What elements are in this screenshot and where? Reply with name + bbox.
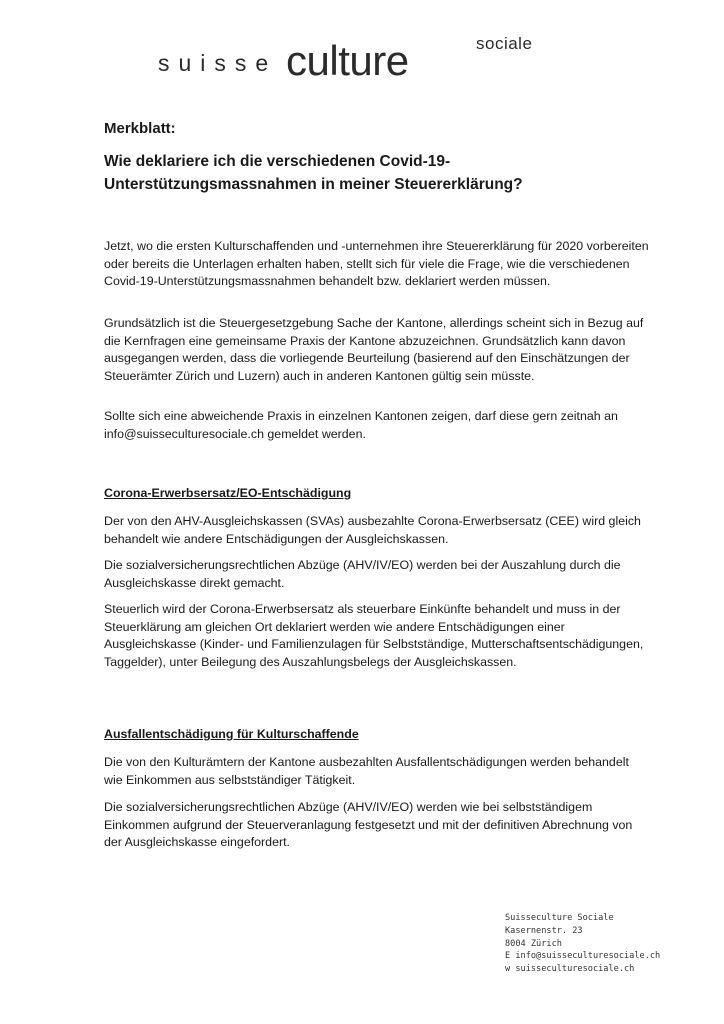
intro-paragraph-3: Sollte sich eine abweichende Praxis in einzelnen Kantonen zeigen, darf diese gern zeitnah an info@suisseculturesociale.ch gemeldet werden. [104, 409, 618, 441]
intro-paragraph-1: Jetzt, wo die ersten Kulturschaffenden und -unternehmen ihre Steuererklärung für 2020 vorbereiten oder bereits die Unterlagen erhalten haben, stellt sich für viele die Frage, wie die verschiedenen Covid-19-Unterstützungsmassnahmen behandelt bzw. deklariert werden müssen. [104, 239, 649, 288]
section-heading-ausfallentschaedigung: Ausfallentschädigung für Kulturschaffende [104, 727, 359, 741]
section-2-paragraph-1: Die von den Kulturämtern der Kantone ausbezahlten Ausfallentschädigungen werden behandelt wie Einkommen aus selbstständiger Tätigkeit. [104, 755, 629, 787]
section-1-paragraph-2: Die sozialversicherungsrechtlichen Abzüge (AHV/IV/EO) werden bei der Auszahlung durch die Ausgleichskasse direkt gemacht. [104, 558, 621, 590]
section-1-paragraph-1: Der von den AHV-Ausgleichskassen (SVAs) ausbezahlte Corona-Erwerbsersatz (CEE) wird gleich behandelt wie andere Entschädigungen der Ausgleichskassen. [104, 514, 641, 546]
logo-sociale-text: sociale [476, 34, 533, 53]
section-1-paragraph-3: Steuerlich wird der Corona-Erwerbsersatz als steuerbare Einkünfte behandelt und muss in der Steuerklärung am gleichen Ort deklariert werden wie andere Entschädigungen einer Ausgleichskasse (Kinder- und Familienzulagen für Selbstständige, Mutterschaftsentschädigungen, Taggelder), unter Beilegung des Auszahlungsbelegs der Ausgleichskassen. [104, 602, 644, 669]
footer-org: Suisseculture Sociale [505, 913, 614, 923]
footer-web[interactable]: w suisseculturesociale.ch [505, 964, 635, 975]
section-2-paragraph-2: Die sozialversicherungsrechtlichen Abzüge (AHV/IV/EO) werden wie bei selbstständigem Einkommen aufgrund der Steuerveranlagung festgesetzt und mit der definitiven Abrechnung von der Ausgleichskasse eingefordert. [104, 800, 633, 849]
logo-suisse-text: suisse [158, 50, 278, 76]
section-heading-corona-erwerbsersatz: Corona-Erwerbsersatz/EO-Entschädigung [104, 486, 352, 500]
document-label: Merkblatt: [104, 120, 176, 137]
footer-street: Kasernenstr. 23 [505, 925, 583, 936]
footer-city: 8004 Zürich [505, 938, 562, 949]
intro-paragraph-2: Grundsätzlich ist die Steuergesetzgebung Sache der Kantone, allerdings scheint sich in Bezug auf die Kernfragen eine gemeinsame Praxis der Kantone abzuzeichnen. Grundsätzlich kann davon ausgegangen werden, dass die vorliegende Beurteilung (basierend auf den Einschätzungen der Steuerämter Zürich und Luzern) auch in anderen Kantonen gültig sein müsste. [104, 316, 644, 383]
logo-culture-text: culture [286, 37, 409, 84]
footer-address [505, 912, 660, 976]
footer-email[interactable]: E info@suisseculturesociale.ch [505, 951, 661, 962]
document-title: Wie deklariere ich die verschiedenen Covid-19-Unterstützungsmassnahmen in meiner Steuererklärung? [104, 153, 523, 193]
